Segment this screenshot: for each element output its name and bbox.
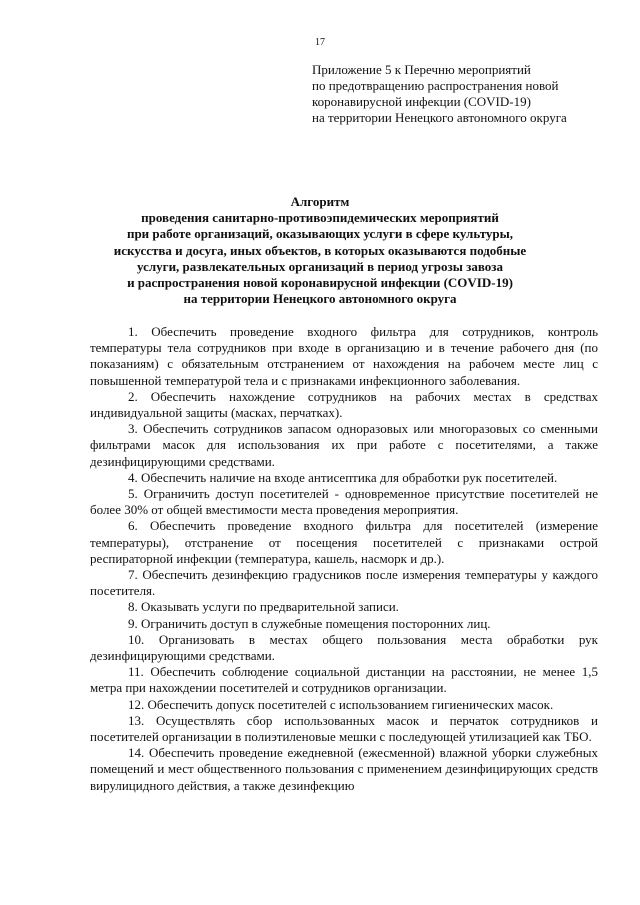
appendix-line: Приложение 5 к Перечню мероприятий [312,62,531,77]
title-line: и распространения новой коронавирусной инфекции (COVID-19) [127,275,513,291]
appendix-line: по предотвращению распространения новой [312,78,559,93]
appendix-line: коронавирусной инфекции (COVID-19) [312,94,531,109]
title-heading: Алгоритм [290,194,350,209]
document-title [90,194,550,307]
title-line: при работе организаций, оказывающих услуги в сфере культуры, [126,226,514,242]
measures-list [90,324,598,794]
title-line: проведения санитарно-противоэпидемических мероприятий [141,210,499,226]
list-item: 2. Обеспечить нахождение сотрудников на рабочих местах в средствах индивидуальной защиты (масках, перчатках). [90,388,598,421]
list-item: 1. Обеспечить проведение входного фильтра для сотрудников, контроль температуры тела сотрудников при входе в организацию и в течение рабочего дня (по показаниям) с обязательным отстранением от нахождения на рабочем месте лиц с повышенной температурой тела и с признаками инфекционного заболевания. [90,324,598,388]
list-item: 9. Ограничить доступ в служебные помещения посторонних лиц. [128,615,491,631]
list-item: 8. Оказывать услуги по предварительной записи. [128,599,399,615]
title-line: искусства и досуга, иных объектов, в которых оказываются подобные [113,242,527,258]
page-number: 17 [315,37,325,48]
list-item: 4. Обеспечить наличие на входе антисептика для обработки рук посетителей. [128,469,558,485]
title-line: на территории Ненецкого автономного округа [183,291,457,307]
title-line: услуги, развлекательных организаций в период угрозы завоза [137,258,503,274]
list-item: 13. Осуществлять сбор использованных масок и перчаток сотрудников и посетителей организации в полиэтиленовые мешки с последующей утилизацией как ТБО. [90,712,598,745]
list-item: 7. Обеспечить дезинфекцию градусников после измерения температуры у каждого посетителя. [90,567,598,599]
list-item: 12. Обеспечить допуск посетителей с использованием гигиенических масок. [128,696,554,712]
appendix-line: на территории Ненецкого автономного округа [312,110,567,125]
list-item: 6. Обеспечить проведение входного фильтра для посетителей (измерение температуры), отстранение от посещения посетителей с признаками острой респираторной инфекции (температура, кашель, насморк и др.). [90,518,598,566]
list-item: 5. Ограничить доступ посетителей - одновременное присутствие посетителей не более 30% от общей вместимости места проведения мероприятия. [90,486,598,518]
list-item: 14. Обеспечить проведение ежедневной (ежесменной) влажной уборки служебных помещений и мест общественного пользования с применением дезинфицирующих средств вирулицидного действия, а также дезинфекцию [90,745,598,793]
list-item: 10. Организовать в местах общего пользования места обработки рук дезинфицирующими средствами. [90,631,598,664]
appendix-note [312,62,612,126]
list-item: 11. Обеспечить соблюдение социальной дистанции на расстоянии, не менее 1,5 метра при нахождении посетителей и сотрудников организации. [90,664,598,696]
list-item: 3. Обеспечить сотрудников запасом одноразовых или многоразовых со сменными фильтрами масок для использования их при работе с посетителями, а также дезинфицирующими средствами. [90,421,598,469]
